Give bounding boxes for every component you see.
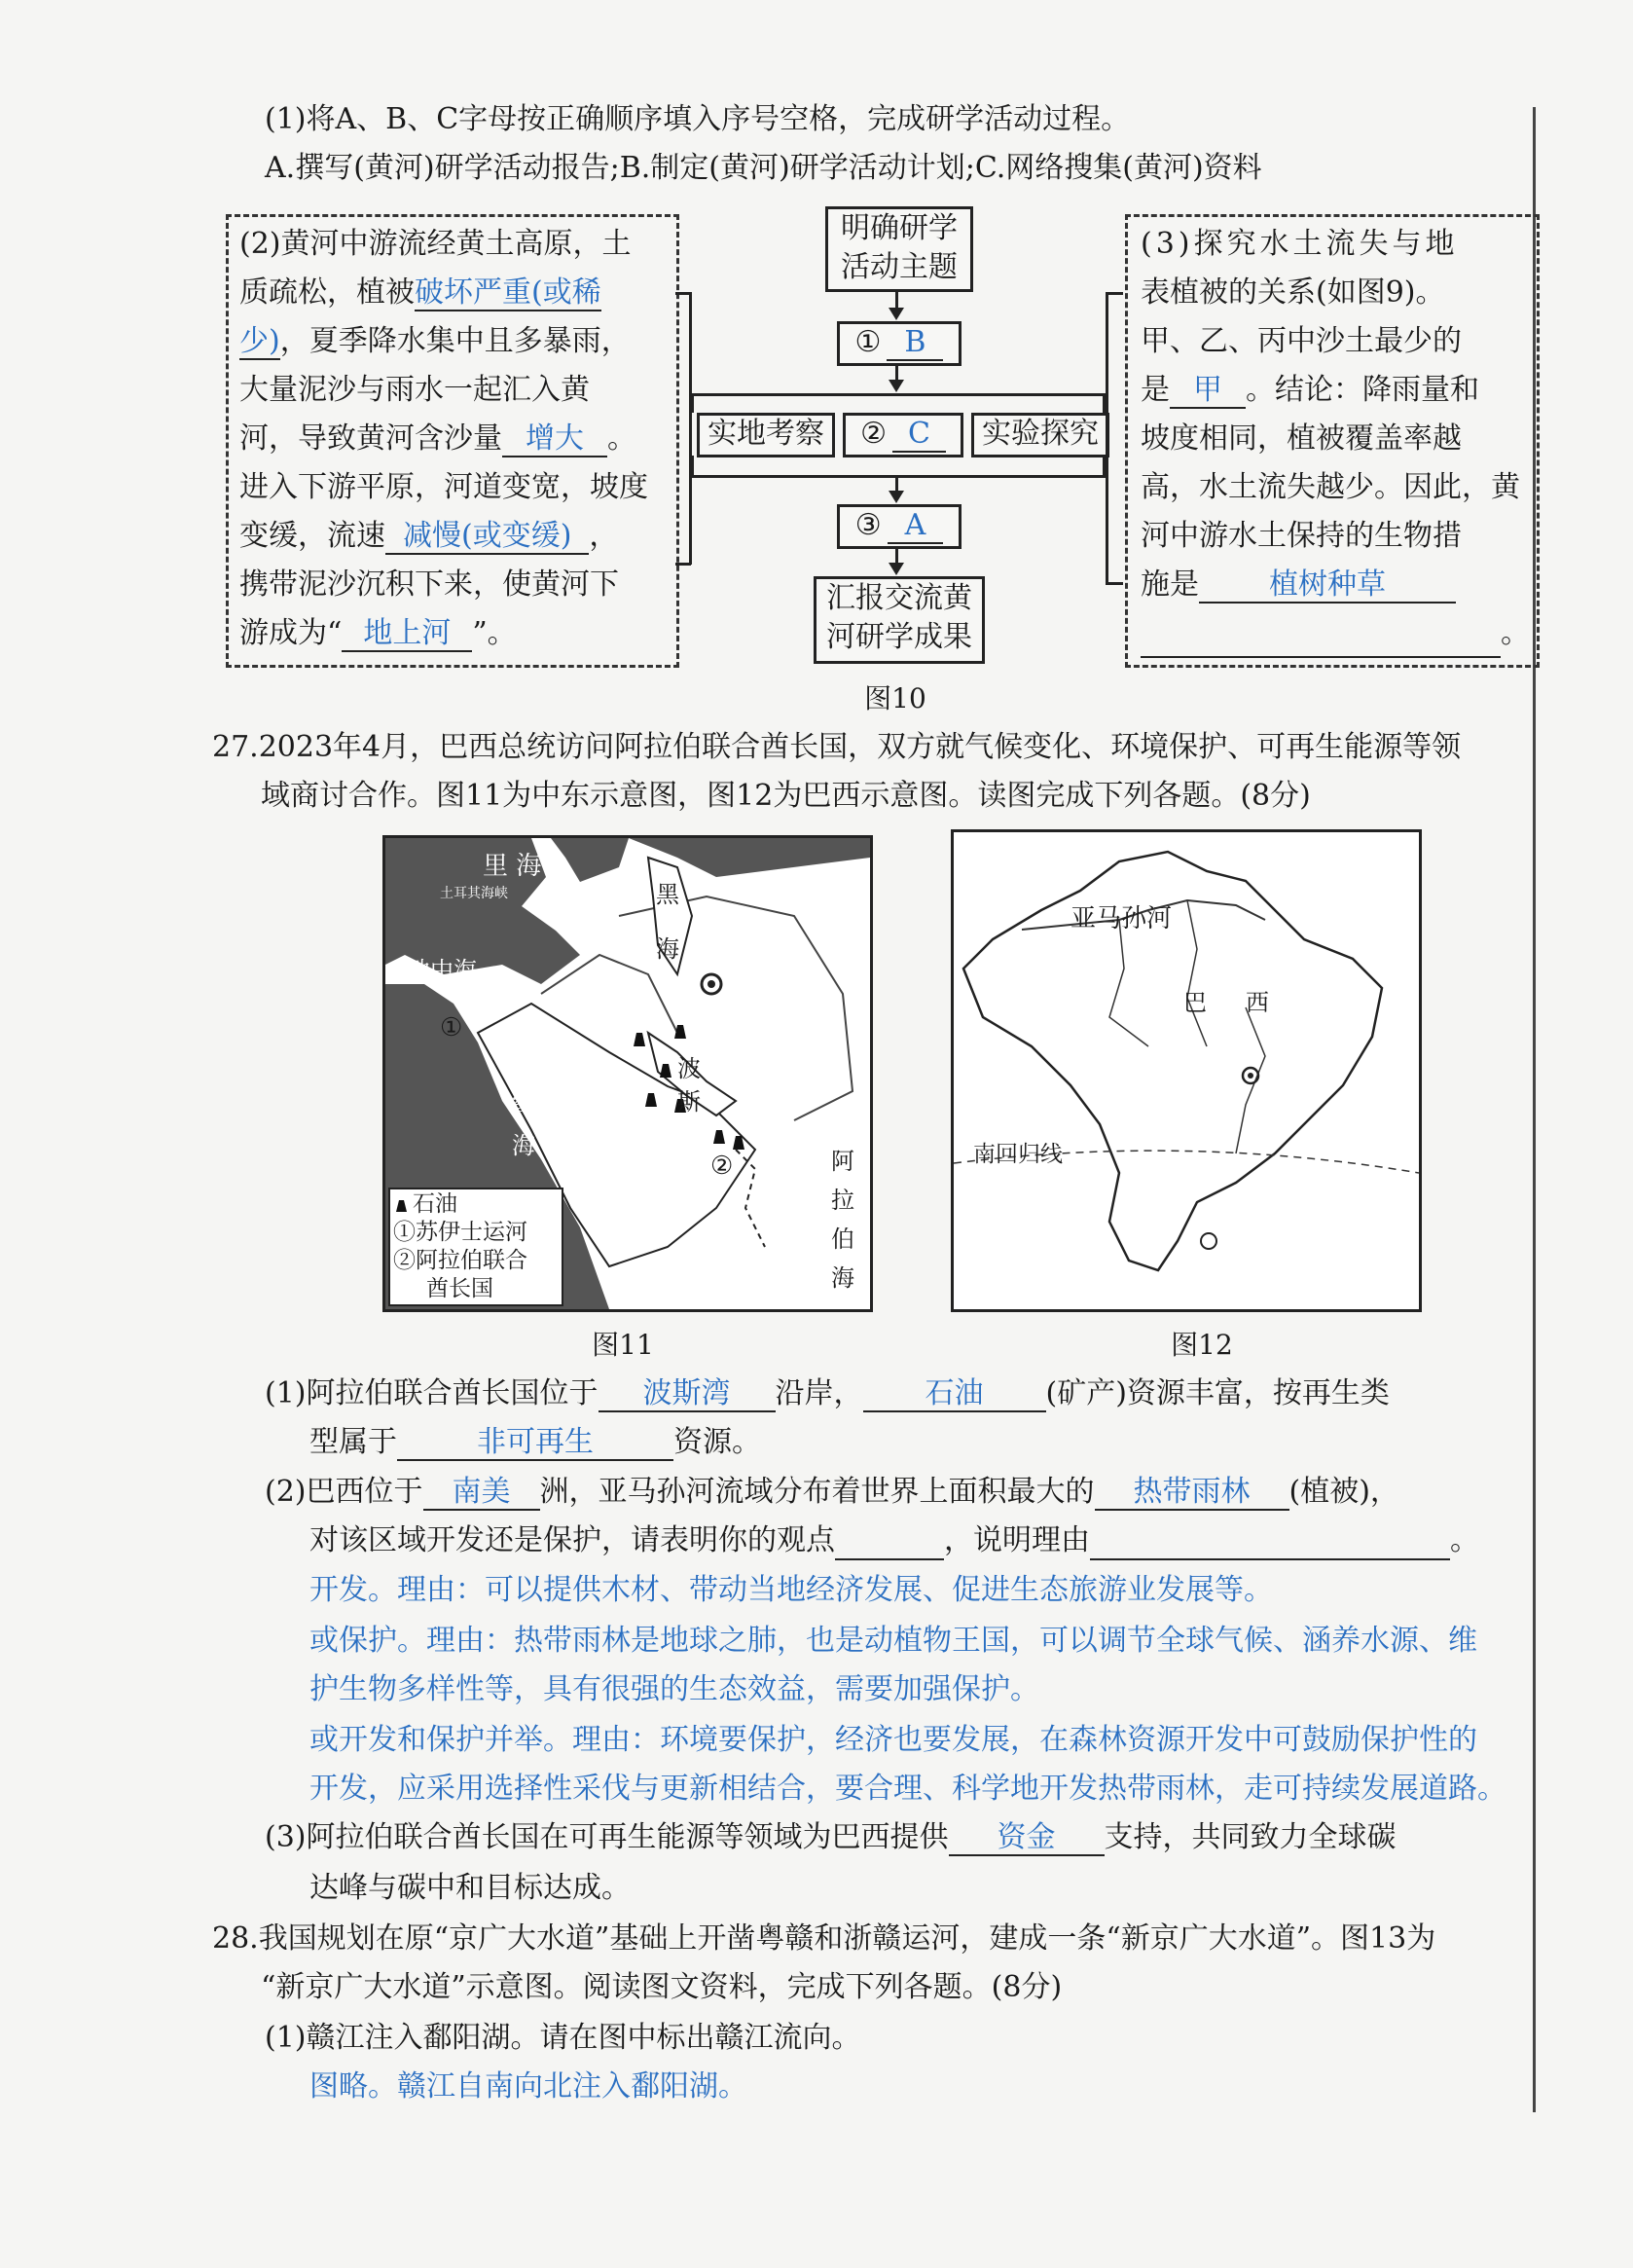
q27-a1-answer1: 波斯湾 bbox=[599, 1377, 776, 1412]
map11-arab-1: 阿 bbox=[831, 1148, 854, 1175]
map12-brazil-1: 巴 bbox=[1183, 989, 1207, 1016]
map11-gulf bbox=[677, 1052, 701, 1118]
q26-right-text bbox=[1141, 220, 1530, 658]
right-l7: 河中游水土保持的生物措 bbox=[1141, 519, 1462, 553]
legend-suez: ①苏伊士运河 bbox=[393, 1220, 527, 1245]
q27-a2-ans3-l2: 开发，应采用选择性采伐与更新相结合，要合理、科学地开发热带雨林，走可持续发展道路。 bbox=[309, 1772, 1506, 1806]
flow-arrow-1 bbox=[895, 289, 898, 309]
q27-a3-text2: 支持，共同致力全球碳 bbox=[1104, 1820, 1397, 1854]
left-l3-answer: 少) bbox=[239, 324, 280, 358]
flow-top-bar bbox=[691, 393, 1106, 396]
left-l7 bbox=[239, 512, 648, 561]
flow-arrow-4 bbox=[895, 546, 898, 564]
right-l2: 表植被的关系(如图9)。 bbox=[1141, 275, 1445, 310]
q27-a1-text2: 沿岸， bbox=[775, 1376, 863, 1410]
flow-bottom-box bbox=[814, 576, 985, 664]
right-l1: (3)探究水土流失与地 bbox=[1141, 227, 1459, 261]
flow-step1-answer: B bbox=[887, 325, 943, 361]
map12-amazon: 亚马孙河 bbox=[1071, 904, 1173, 933]
q27-a2-text5: ，说明理由 bbox=[944, 1523, 1090, 1557]
q27-a2-blank1 bbox=[835, 1527, 944, 1560]
left-l6: 进入下游平原，河道变宽，坡度 bbox=[239, 470, 648, 504]
flow-step1-num: ① bbox=[854, 325, 882, 359]
fig11-caption: 图11 bbox=[592, 1329, 654, 1361]
q27-a2-text4: 对该区域开发还是保护，请表明你的观点 bbox=[309, 1523, 835, 1557]
flow-bottom-l1: 汇报交流黄 bbox=[826, 581, 972, 615]
map12-brazil-2: 西 bbox=[1246, 989, 1269, 1016]
q27-a3-answer: 资金 bbox=[949, 1821, 1105, 1856]
right-l8-answer: 植树种草 bbox=[1199, 568, 1456, 604]
legend-oil: 石油 bbox=[413, 1191, 457, 1217]
q27-a3-text1: (3)阿拉伯联合酋长国在可再生能源等领域为巴西提供 bbox=[265, 1820, 949, 1854]
left-l1: (2)黄河中游流经黄土高原，土 bbox=[239, 227, 632, 261]
flow-step3-num: ③ bbox=[854, 508, 882, 542]
map11-caspian-2: 海 bbox=[516, 852, 542, 881]
fig12-caption: 图12 bbox=[1171, 1329, 1233, 1361]
map11-circle1: ① bbox=[440, 1013, 463, 1043]
q28-part1: (1)赣江注入鄱阳湖。请在图中标出赣江流向。 bbox=[265, 2021, 861, 2055]
map11-circle2: ② bbox=[710, 1152, 734, 1181]
fig10-caption: 图10 bbox=[864, 682, 926, 714]
q27-a2-answer2: 热带雨林 bbox=[1095, 1476, 1289, 1511]
left-l4: 大量泥沙与雨水一起汇入黄 bbox=[239, 373, 590, 407]
map11-strait: 土耳其海峡 bbox=[440, 886, 508, 901]
flow-field-box: 实地考察 bbox=[697, 413, 835, 457]
right-l6: 高，水土流失越少。因此，黄 bbox=[1141, 470, 1520, 504]
flow-step2-num: ② bbox=[860, 417, 887, 451]
left-l3 bbox=[239, 317, 648, 366]
map12-brazil bbox=[951, 829, 1422, 1312]
q27-a1-text4: 型属于 bbox=[309, 1425, 397, 1459]
q27-a1-text3: (矿产)资源丰富，按再生类 bbox=[1045, 1376, 1390, 1410]
map12-tropic: 南回归线 bbox=[973, 1142, 1063, 1167]
map11-caspian-label bbox=[656, 867, 679, 976]
flow-arrow-3 bbox=[895, 478, 898, 492]
right-l3: 甲、乙、丙中沙土最少的 bbox=[1141, 324, 1462, 358]
map11-red-1: 红 bbox=[512, 1089, 535, 1116]
legend-uae-2: 酋长国 bbox=[426, 1276, 493, 1301]
map11-arab-4: 海 bbox=[831, 1264, 854, 1292]
right-l4-answer: 甲 bbox=[1170, 374, 1246, 409]
map11-legend bbox=[393, 1190, 527, 1303]
left-l9-text: 游成为“ bbox=[239, 616, 343, 650]
right-l4-end: 。结论：降雨量和 bbox=[1246, 373, 1479, 407]
map11-caspian-1: 里 bbox=[483, 852, 509, 881]
flow-top-l2: 活动主题 bbox=[841, 250, 958, 284]
right-l5: 坡度相同，植被覆盖率越 bbox=[1141, 421, 1462, 456]
left-l9-end: ”。 bbox=[472, 616, 517, 650]
q26-part1-line2: A.撰写(黄河)研学活动报告;B.制定(黄河)研学活动计划;C.网络搜集(黄河)资料 bbox=[265, 151, 1262, 185]
q27-a2-text1: (2)巴西位于 bbox=[265, 1475, 423, 1509]
q27-a3-l1 bbox=[265, 1818, 1397, 1857]
left-l7-text: 变缓，流速 bbox=[239, 519, 385, 553]
left-l7-answer: 减慢(或变缓) bbox=[385, 520, 589, 555]
left-l9 bbox=[239, 609, 648, 658]
left-l5-answer: 增大 bbox=[502, 422, 607, 457]
left-l5 bbox=[239, 415, 648, 463]
q27-a2-blank2 bbox=[1090, 1527, 1450, 1560]
flow-step3-box bbox=[837, 504, 962, 549]
right-l8-text: 施是 bbox=[1141, 567, 1199, 602]
left-l2-answer: 破坏严重(或稀 bbox=[415, 275, 601, 310]
q27-a1-text1: (1)阿拉伯联合酋长国位于 bbox=[265, 1376, 599, 1410]
flow-bottom-bar bbox=[691, 475, 1106, 478]
map11-arabian-sea bbox=[831, 1142, 854, 1298]
q27-a2-ans2-l2: 护生物多样性等，具有很强的生态效益，需要加强保护。 bbox=[309, 1672, 1039, 1706]
map11-gulf-1: 波 bbox=[677, 1055, 701, 1082]
q27-a1-l2 bbox=[309, 1423, 761, 1462]
flow-step3-answer: A bbox=[888, 508, 944, 544]
left-l8: 携带泥沙沉积下来，使黄河下 bbox=[239, 567, 619, 602]
right-l8 bbox=[1141, 561, 1530, 609]
right-l4 bbox=[1141, 366, 1530, 415]
q27-a2-answer1: 南美 bbox=[423, 1476, 540, 1511]
q27-a2-text6: 。 bbox=[1450, 1523, 1479, 1557]
q28-intro-l2: “新京广大水道”示意图。阅读图文资料，完成下列各题。(8分) bbox=[261, 1970, 1063, 2004]
flow-bottom-l2: 河研学成果 bbox=[826, 620, 972, 654]
q27-a2-ans1: 开发。理由：可以提供木材、带动当地经济发展、促进生态旅游业发展等。 bbox=[309, 1573, 1273, 1607]
map12-svg bbox=[954, 832, 1419, 1309]
right-l9-end: 。 bbox=[1501, 616, 1530, 650]
right-l9 bbox=[1141, 609, 1530, 658]
q27-a2-text2: 洲，亚马孙河流域分布着世界上面积最大的 bbox=[539, 1475, 1095, 1509]
flow-arrow-2 bbox=[895, 363, 898, 381]
q27-intro-l1: 27.2023年4月，巴西总统访问阿拉伯联合酋长国，双方就气候变化、环境保护、可再生能源等领 bbox=[212, 730, 1462, 764]
flow-step1-box bbox=[837, 321, 962, 366]
q27-a1-l1 bbox=[265, 1374, 1390, 1413]
q27-a3-l2: 达峰与碳中和目标达成。 bbox=[309, 1871, 631, 1905]
q27-a2-l2 bbox=[309, 1521, 1479, 1560]
bracket-left-vert bbox=[689, 292, 692, 565]
flow-step2-box bbox=[843, 413, 963, 457]
flow-top-l1: 明确研学 bbox=[841, 211, 958, 245]
bracket-right-bottom bbox=[1106, 582, 1123, 585]
flow-top-box bbox=[825, 206, 973, 292]
q27-a1-answer2: 石油 bbox=[863, 1377, 1046, 1412]
map11-red-sea bbox=[512, 1081, 535, 1167]
map11-black-sea bbox=[483, 846, 541, 882]
left-l5-end: 。 bbox=[607, 421, 636, 456]
q27-a2-text3: (植被)， bbox=[1288, 1475, 1399, 1509]
q28-intro-l1: 28.我国规划在原“京广大水道”基础上开凿粤赣和浙赣运河，建成一条“新京广大水道”。图13为 bbox=[212, 1921, 1436, 1956]
flow-experiment-box: 实验探究 bbox=[971, 413, 1109, 457]
left-l5-text: 河，导致黄河含沙量 bbox=[239, 421, 502, 456]
q27-a2-ans2-l1: 或保护。理由：热带雨林是地球之肺，也是动植物王国，可以调节全球气候、涵养水源、维 bbox=[309, 1624, 1477, 1658]
q27-a2-ans3-l1: 或开发和保护并举。理由：环境要保护，经济也要发展，在森林资源开发中可鼓励保护性的 bbox=[309, 1723, 1477, 1757]
right-l4-text: 是 bbox=[1141, 373, 1170, 407]
right-l9-blank bbox=[1141, 625, 1501, 658]
left-l2-text: 质疏松，植被 bbox=[239, 275, 415, 310]
bracket-left-bottom bbox=[675, 563, 691, 566]
legend-uae-1: ②阿拉伯联合 bbox=[393, 1248, 527, 1273]
bracket-right-vert bbox=[1106, 292, 1108, 584]
map11-black-2: 海 bbox=[656, 935, 679, 963]
left-l7-end: ， bbox=[589, 519, 619, 553]
map11-gulf-2: 斯 bbox=[677, 1088, 701, 1116]
q27-a2-l1 bbox=[265, 1473, 1399, 1512]
map11-med: 地中海 bbox=[407, 957, 477, 984]
q28-part1-answer: 图略。赣江自南向北注入鄱阳湖。 bbox=[309, 2069, 747, 2103]
map11-arab-3: 伯 bbox=[831, 1225, 854, 1253]
map11-middle-east bbox=[382, 835, 873, 1312]
q26-left-text bbox=[239, 220, 648, 658]
left-l2 bbox=[239, 269, 648, 317]
q27-a1-answer3: 非可再生 bbox=[397, 1426, 673, 1461]
q27-a1-text5: 资源。 bbox=[673, 1425, 761, 1459]
map11-red-2: 海 bbox=[512, 1132, 535, 1159]
q27-intro-l2: 域商讨合作。图11为中东示意图，图12为巴西示意图。读图完成下列各题。(8分) bbox=[261, 779, 1311, 813]
map11-black-1: 黑 bbox=[656, 881, 679, 908]
q26-part1-line1: (1)将A、B、C字母按正确顺序填入序号空格，完成研学活动过程。 bbox=[265, 102, 1131, 136]
left-l9-answer: 地上河 bbox=[342, 617, 472, 652]
left-l3-text: ，夏季降水集中且多暴雨， bbox=[279, 324, 631, 358]
map11-arab-2: 拉 bbox=[831, 1187, 854, 1214]
flow-step2-answer: C bbox=[892, 417, 946, 453]
